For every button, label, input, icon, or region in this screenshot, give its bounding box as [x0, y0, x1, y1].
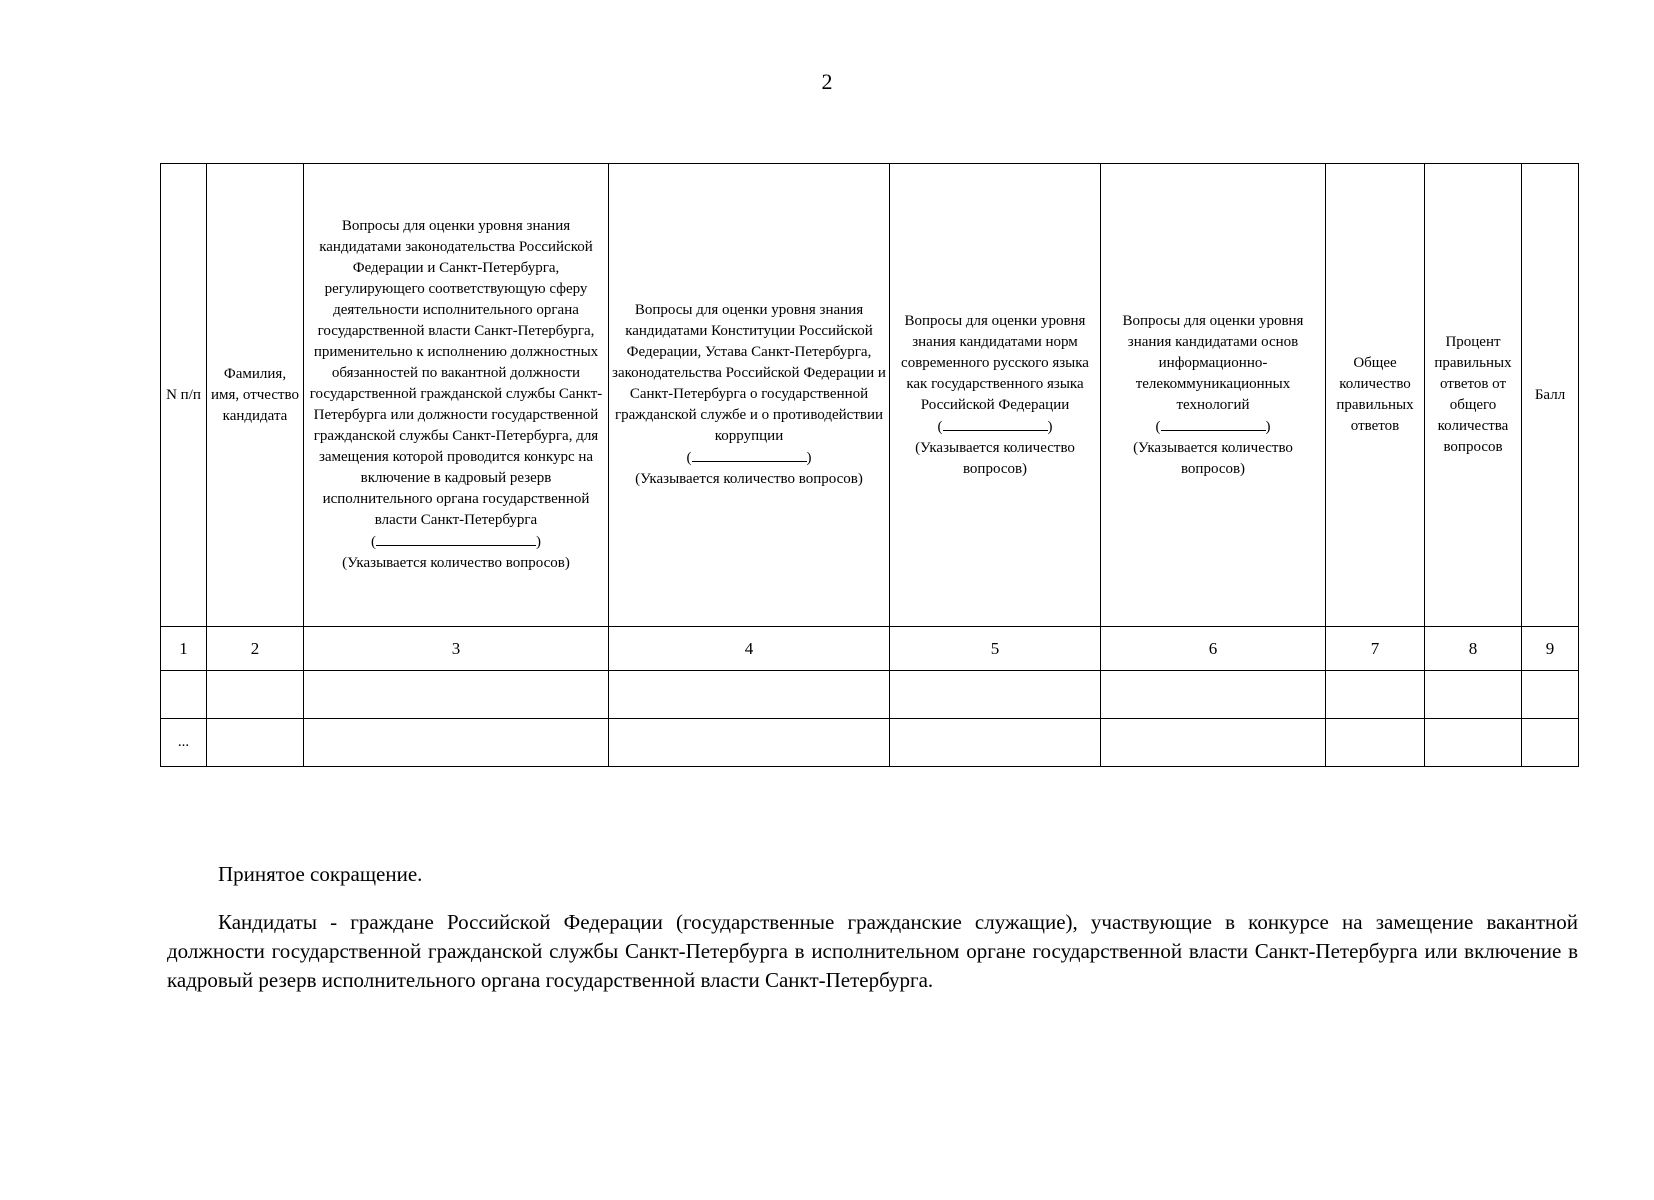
table-cell [207, 671, 304, 719]
header-total-correct: Общее количество правильных ответов [1326, 164, 1425, 627]
table-cell [609, 671, 890, 719]
header-constitution-questions: Вопросы для оценки уровня знания кандидатами Конституции Российской Федерации, Устава Санкт-Петербурга, законодательства Российской Федерации и Санкт-Петербурга о государственной гражданской службе и о противодействии коррупции ( ) (Указывается количество вопросов) [609, 164, 890, 627]
questions-count-blank: ( ) [1104, 416, 1322, 438]
header-percent-correct: Процент правильных ответов от общего количества вопросов [1425, 164, 1522, 627]
header-russian-language-questions: Вопросы для оценки уровня знания кандидатами норм современного русского языка как государственного языка Российской Федерации ( ) (Указывается количество вопросов) [890, 164, 1101, 627]
table-cell: ... [161, 719, 207, 767]
table-cell [1326, 671, 1425, 719]
table-row [161, 671, 1579, 719]
table-cell [207, 719, 304, 767]
table-cell [1326, 719, 1425, 767]
table-cell [1522, 719, 1579, 767]
column-number: 7 [1326, 627, 1425, 671]
questions-count-note: (Указывается количество вопросов) [342, 555, 570, 571]
questions-count-blank: ( ) [612, 447, 886, 469]
questions-count-blank: ( ) [307, 531, 605, 553]
table-cell [1425, 671, 1522, 719]
results-table [160, 163, 1579, 767]
questions-count-note: (Указывается количество вопросов) [1133, 439, 1293, 477]
abbreviation-title: Принятое сокращение. [218, 862, 423, 886]
column-number: 8 [1425, 627, 1522, 671]
table-cell [890, 719, 1101, 767]
table-cell [1101, 671, 1326, 719]
column-number: 5 [890, 627, 1101, 671]
table-cell [304, 719, 609, 767]
table-cell [1522, 671, 1579, 719]
header-it-questions: Вопросы для оценки уровня знания кандидатами основ информационно-телекоммуникационных технологий ( ) (Указывается количество вопросов) [1101, 164, 1326, 627]
header-score: Балл [1522, 164, 1579, 627]
questions-count-note: (Указывается количество вопросов) [915, 439, 1075, 477]
table-cell [1101, 719, 1326, 767]
header-legislation-questions: Вопросы для оценки уровня знания кандидатами законодательства Российской Федерации и Санкт-Петербурга, регулирующего соответствующую сферу деятельности исполнительного органа государственной власти Санкт-Петербурга, применительно к исполнению должностных обязанностей по вакантной должности государственной гражданской службы Санкт-Петербурга или должности государственной гражданской службы Санкт-Петербурга, для замещения которой проводится конкурс на включение в кадровый резерв исполнительного органа государственной власти Санкт-Петербурга ( ) (Указывается количество вопросов) [304, 164, 609, 627]
questions-count-blank: ( ) [893, 416, 1097, 438]
column-numbers-row [161, 627, 1579, 671]
header-row [161, 164, 1579, 627]
header-number: N п/п [161, 164, 207, 627]
abbreviation-section [167, 860, 1578, 995]
table-cell [609, 719, 890, 767]
table-cell [304, 671, 609, 719]
column-number: 3 [304, 627, 609, 671]
header-full-name: Фамилия, имя, отчество кандидата [207, 164, 304, 627]
abbreviation-text: Кандидаты - граждане Российской Федерации (государственные гражданские служащие), участвующие в конкурсе на замещение вакантной должности государственной гражданской службы Санкт-Петербурга в исполнительном органе государственной власти Санкт-Петербурга или включение в кадровый резерв исполнительного органа государственной власти Санкт-Петербурга. [167, 910, 1578, 992]
table-row [161, 719, 1579, 767]
column-number: 4 [609, 627, 890, 671]
questions-count-note: (Указывается количество вопросов) [635, 471, 863, 487]
table-cell [1425, 719, 1522, 767]
page-number: 2 [821, 69, 833, 94]
column-number: 2 [207, 627, 304, 671]
table-cell [890, 671, 1101, 719]
column-number: 1 [161, 627, 207, 671]
table-cell [161, 671, 207, 719]
column-number: 9 [1522, 627, 1579, 671]
column-number: 6 [1101, 627, 1326, 671]
